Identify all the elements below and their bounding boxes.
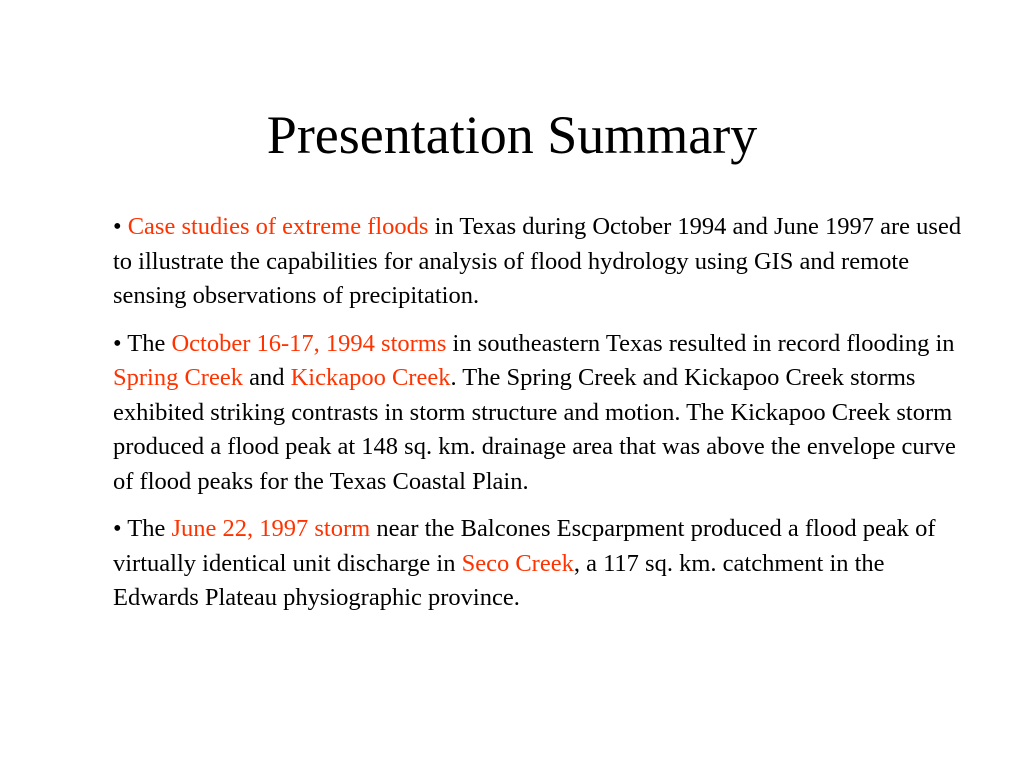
paragraph-text: in Texas during October 1994 and June 1997 are used to illustrate the capabilities for analysis of flood hydrology using GIS and remote sensing observations of precipitation. (113, 213, 962, 309)
bullet: • (113, 515, 122, 542)
summary-paragraph-2 (113, 327, 963, 500)
highlighted-phrase: June 22, 1997 storm (171, 515, 371, 542)
paragraph-text: and (242, 364, 291, 391)
highlighted-phrase: October 16-17, 1994 storms (171, 329, 447, 357)
slide-title: Presentation Summary (266, 105, 758, 165)
summary-paragraph-1 (113, 210, 963, 314)
paragraph-text: near the Balcones Escparpment produced a flood peak of virtually identical unit discharge in (113, 515, 936, 577)
bullet: • (113, 329, 122, 357)
summary-paragraph-3 (113, 512, 963, 616)
highlighted-phrase: Seco Creek (461, 549, 574, 577)
highlighted-phrase: Case studies of extreme floods (127, 213, 429, 240)
slide-body (113, 210, 963, 629)
paragraph-text: , a 117 sq. km. catchment in the Edwards Plateau physiographic province. (113, 549, 885, 611)
paragraph-text: The (121, 329, 172, 357)
paragraph-text: in southeastern Texas resulted in record flooding in (446, 329, 955, 357)
bullet: • (113, 213, 122, 240)
paragraph-text: The (121, 515, 172, 542)
highlighted-phrase: Kickapoo Creek (290, 364, 451, 391)
highlighted-phrase: Spring Creek (113, 364, 243, 391)
paragraph-text: . The Spring Creek and Kickapoo Creek storms exhibited striking contrasts in storm structure and motion. The Kickapoo Creek storm produced a flood peak at 148 sq. km. drainage area that was above the envelope curve of flood peaks for the Texas Coastal Plain. (113, 364, 956, 495)
